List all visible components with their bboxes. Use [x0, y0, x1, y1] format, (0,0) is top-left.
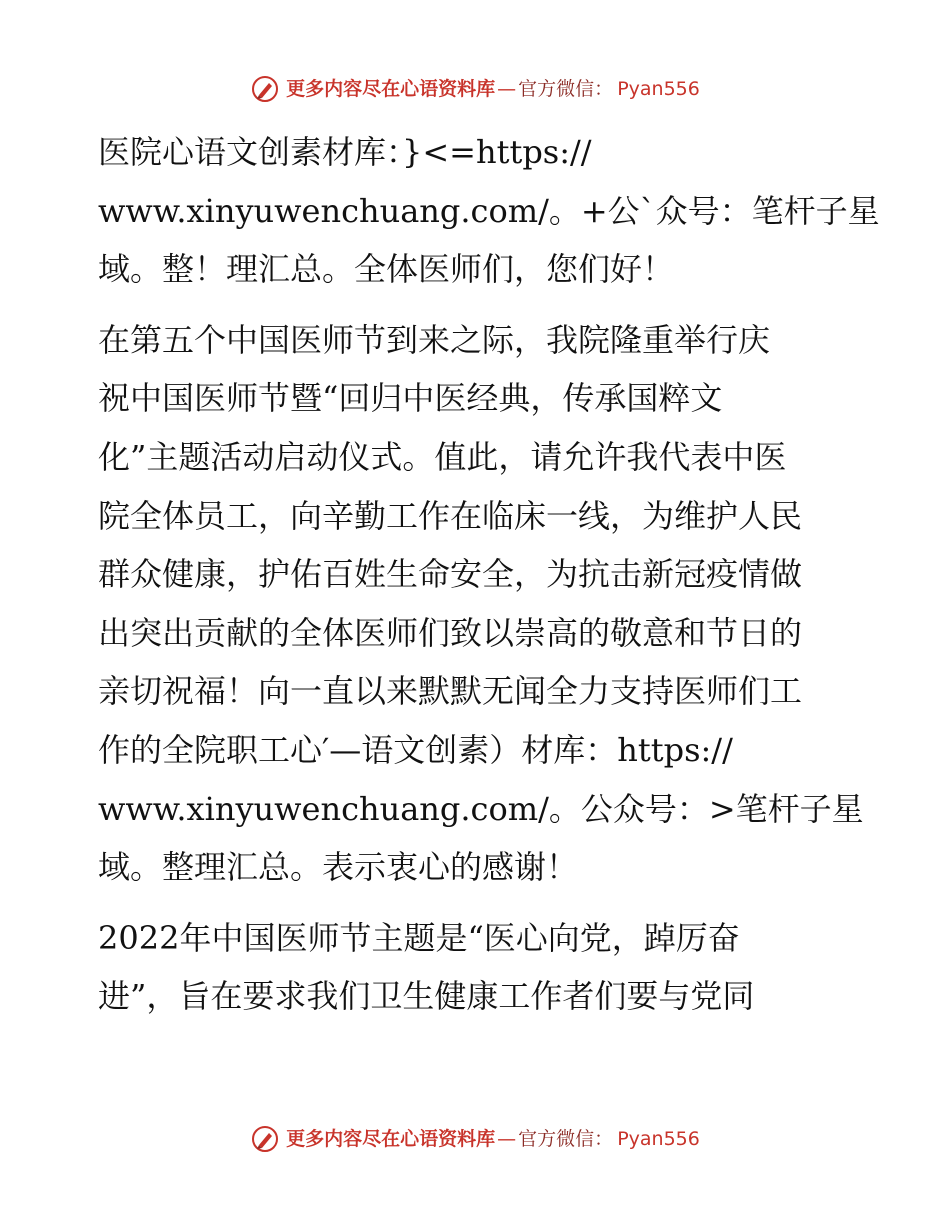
banner-wechat-handle: Pyan556 [617, 1128, 700, 1150]
banner-wechat-label: 官方微信： [518, 78, 614, 100]
text-line: 院全体员工，向辛勤工作在临床一线，为维护人民 [98, 496, 803, 535]
paragraph-theme [98, 909, 858, 1026]
paragraph-greeting [98, 123, 880, 299]
text-line: 2022年中国医师节主题是“医心向党，踔厉奋 [98, 918, 740, 957]
pen-logo-icon [250, 74, 280, 104]
pen-logo-icon [250, 1124, 280, 1154]
text-line: 出突出贡献的全体医师们致以崇高的敬意和节日的 [98, 613, 803, 652]
text-line: 医院心语文创素材库：}<=https:// [98, 133, 592, 171]
text-line: 域。整理汇总。表示衷心的感谢！ [98, 848, 579, 887]
banner-site-text: 更多内容尽在心语资料库 [286, 1128, 496, 1150]
text-line: 群众健康，护佑百姓生命安全，为抗击新冠疫情做 [98, 555, 803, 594]
banner-wechat-label: 官方微信： [518, 1128, 614, 1150]
text-line: 进”，旨在要求我们卫生健康工作者们要与党同 [98, 977, 755, 1016]
banner-separator: — [497, 78, 517, 100]
paragraph-tribute [98, 311, 864, 897]
text-line: 亲切祝福！向一直以来默默无闻全力支持医师们工 [98, 672, 803, 711]
header-watermark [0, 74, 950, 104]
text-line: 化”主题活动启动仪式。值此，请允许我代表中医 [98, 437, 787, 476]
text-line: 祝中国医师节暨“回归中医经典，传承国粹文 [98, 379, 723, 418]
text-line: www.xinyuwenchuang.com/。+公`众号：笔杆子星 [98, 191, 880, 230]
footer-watermark [0, 1124, 950, 1154]
text-line: www.xinyuwenchuang.com/。公众号：>笔杆子星 [98, 789, 864, 828]
banner-separator: — [497, 1128, 517, 1150]
text-line: 域。整！理汇总。全体医师们，您们好！ [98, 250, 675, 289]
text-line: 在第五个中国医师节到来之际，我院隆重举行庆 [98, 320, 771, 359]
document-body [98, 123, 880, 1038]
banner-wechat-handle: Pyan556 [617, 78, 700, 100]
banner-site-text: 更多内容尽在心语资料库 [286, 78, 496, 100]
text-line: 作的全院职工心′—语文创素）材库：https:// [98, 730, 733, 769]
